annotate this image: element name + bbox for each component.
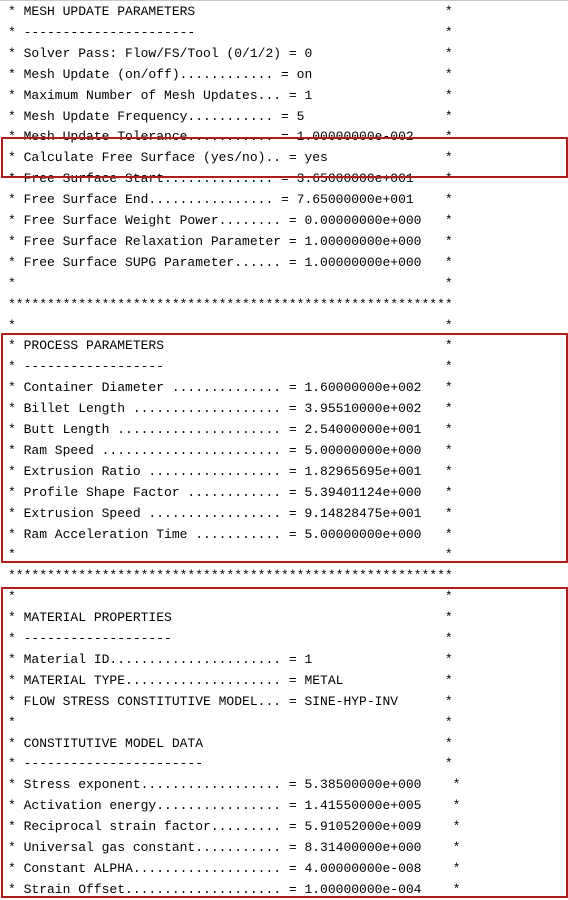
text-line-30: * MATERIAL PROPERTIES * bbox=[8, 610, 453, 626]
text-line-33: * MATERIAL TYPE.................... = METAL * bbox=[8, 672, 453, 688]
text-line-29: * * bbox=[8, 589, 453, 605]
text-line-2: * ---------------------- * bbox=[8, 24, 453, 40]
text-line-16: * * bbox=[8, 317, 453, 333]
top-border bbox=[0, 0, 568, 1]
text-line-5: * Maximum Number of Mesh Updates... = 1 * bbox=[8, 87, 453, 103]
text-line-3: * Solver Pass: Flow/FS/Tool (0/1/2) = 0 * bbox=[8, 45, 453, 61]
text-line-12: * Free Surface Relaxation Parameter = 1.00000000e+000 * bbox=[8, 233, 453, 249]
text-line-25: * Extrusion Speed ................. = 9.14828475e+001 * bbox=[8, 505, 453, 521]
text-line-6: * Mesh Update Frequency........... = 5 * bbox=[8, 108, 453, 124]
text-line-43: * Strain Offset.................... = 1.00000000e-004 * bbox=[8, 881, 461, 897]
text-line-19: * Container Diameter .............. = 1.60000000e+002 * bbox=[8, 380, 453, 396]
text-line-34: * FLOW STRESS CONSTITUTIVE MODEL... = SINE-HYP-INV * bbox=[8, 693, 453, 709]
text-line-7: * Mesh Update Tolerance........... = 1.00000000e-002 * bbox=[8, 129, 453, 145]
text-line-21: * Butt Length ..................... = 2.54000000e+001 * bbox=[8, 422, 453, 437]
text-line-40: * Reciprocal strain factor......... = 5.91052000e+009 * bbox=[8, 819, 461, 835]
text-line-42: * Constant ALPHA................... = 4.00000000e-008 * bbox=[8, 860, 461, 876]
text-line-27: * * bbox=[8, 547, 453, 563]
text-line-9: * Free Surface Start.............. = 3.65000000e+001 * bbox=[8, 171, 453, 187]
text-line-37: * ----------------------- * bbox=[8, 756, 453, 772]
text-line-35: * * bbox=[8, 714, 453, 730]
text-line-31: * ------------------- * bbox=[8, 631, 453, 646]
text-line-28: ********************************************************* bbox=[8, 568, 453, 584]
text-line-32: * Material ID...................... = 1 * bbox=[8, 651, 453, 667]
text-line-8: * Calculate Free Surface (yes/no).. = yes * bbox=[8, 150, 453, 166]
text-line-13: * Free Surface SUPG Parameter...... = 1.00000000e+000 * bbox=[8, 254, 453, 270]
text-line-23: * Extrusion Ratio ................. = 1.82965695e+001 * bbox=[8, 463, 453, 479]
text-line-20: * Billet Length ................... = 3.95510000e+002 * bbox=[8, 401, 453, 417]
text-line-41: * Universal gas constant........... = 8.31400000e+000 * bbox=[8, 840, 461, 855]
text-line-15: ********************************************************* bbox=[8, 296, 453, 312]
text-line-17: * PROCESS PARAMETERS * bbox=[8, 338, 453, 354]
text-line-1: * MESH UPDATE PARAMETERS * bbox=[8, 4, 453, 19]
text-line-22: * Ram Speed ....................... = 5.00000000e+000 * bbox=[8, 442, 453, 458]
text-line-14: * * bbox=[8, 275, 453, 291]
text-line-39: * Activation energy................ = 1.41550000e+005 * bbox=[8, 798, 461, 814]
text-line-36: * CONSTITUTIVE MODEL DATA * bbox=[8, 735, 453, 751]
text-line-10: * Free Surface End................ = 7.65000000e+001 * bbox=[8, 192, 453, 208]
text-line-4: * Mesh Update (on/off)............ = on * bbox=[8, 66, 453, 82]
text-line-38: * Stress exponent.................. = 5.38500000e+000 * bbox=[8, 777, 461, 793]
text-line-18: * ------------------ * bbox=[8, 359, 453, 375]
text-line-24: * Profile Shape Factor ............ = 5.39401124e+000 * bbox=[8, 484, 453, 500]
text-line-26: * Ram Acceleration Time ........... = 5.00000000e+000 * bbox=[8, 526, 453, 542]
text-line-11: * Free Surface Weight Power........ = 0.00000000e+000 * bbox=[8, 213, 453, 228]
